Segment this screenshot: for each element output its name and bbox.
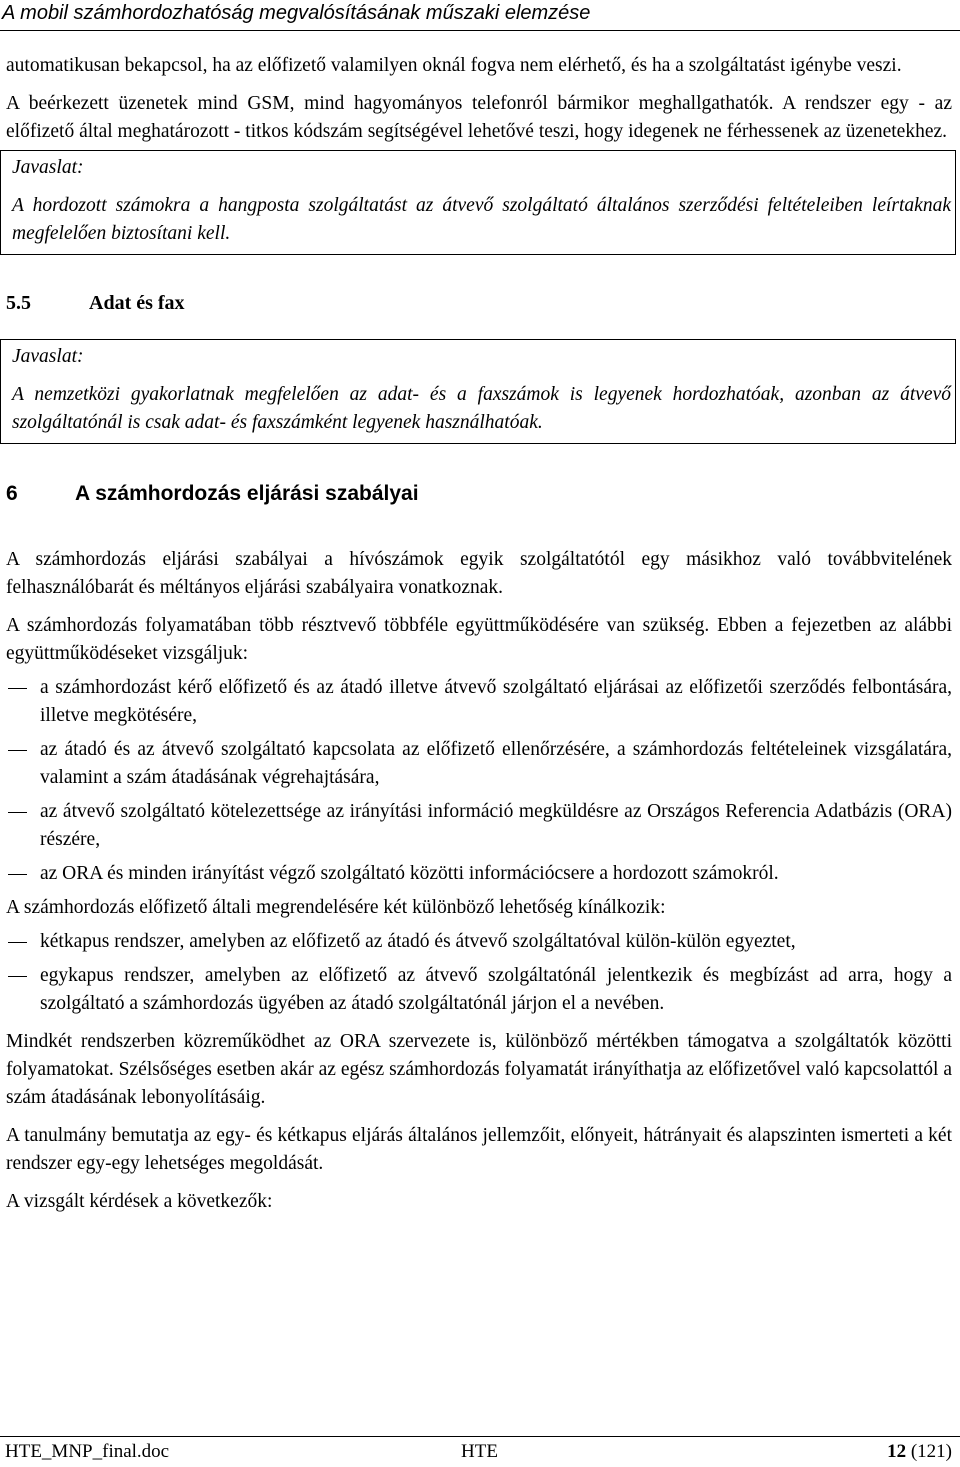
paragraph: A számhordozás eljárási szabályai a hívószámok egyik szolgáltatótól egy másikhoz való továbbvitelének felhasználóbarát és méltányos eljárási szabályaira vonatkoznak. xyxy=(6,549,952,598)
paragraph: automatikusan bekapcsol, ha az előfizető valamilyen oknál fogva nem elérhető, és ha a szolgáltatást igénybe veszi. xyxy=(6,55,902,76)
page-current: 12 xyxy=(887,1441,907,1462)
subsection-heading xyxy=(6,289,952,317)
paragraph: A tanulmány bemutatja az egy- és kétkapus eljárás általános jellemzőit, előnyeit, hátrányait és alapszinten ismerteti a két rendszer egy-egy lehetséges megoldását. xyxy=(6,1125,952,1174)
footer-center: HTE xyxy=(461,1441,498,1462)
paragraph: Mindkét rendszerben közreműködhet az ORA szervezete is, különböző mértékben támogatva a szolgáltatók közötti folyamatokat. Szélsőséges esetben akár az egész számhordozás folyamatát irányíthatja az előfizetővel való kapcsolattól a szám átadásának lebonyolításáig. xyxy=(6,1031,952,1108)
list-item: az átadó és az átvevő szolgáltató kapcsolata az előfizető ellenőrzésére, a számhordozás feltételeinek vizsgálatára, valamint a szám átadásának végrehajtására, xyxy=(6,736,952,792)
footer-filename: HTE_MNP_final.doc xyxy=(5,1441,170,1462)
proposal-label: Javaslat: xyxy=(12,346,84,367)
list-item: egykapus rendszer, amelyben az előfizető az átvevő szolgáltatónál jelentkezik és megbízást ad arra, hogy a szolgáltató a számhordozás ügyében az átadó szolgáltatónál járjon el a nevében. xyxy=(6,962,952,1018)
section-number: 6 xyxy=(6,482,18,505)
section-title: A számhordozás eljárási szabályai xyxy=(75,482,419,505)
page-content xyxy=(6,52,952,1216)
paragraph: A beérkezett üzenetek mind GSM, mind hagyományos telefonról bármikor meghallgathatók. A rendszer egy - az előfizető által meghatározott - titkos kódszám segítségével lehetővé teszi, hogy idegenek ne férhessenek az üzenetekhez. xyxy=(6,93,952,142)
list-item: kétkapus rendszer, amelyben az előfizető az átadó és átvevő szolgáltatóval külön-külön egyeztet, xyxy=(6,928,952,956)
proposal-label: Javaslat: xyxy=(12,157,84,178)
paragraph: A vizsgált kérdések a következők: xyxy=(6,1191,273,1212)
list-item: az ORA és minden irányítást végző szolgáltató közötti információcsere a hordozott számokról. xyxy=(6,860,952,888)
proposal-text: A hordozott számokra a hangposta szolgáltatást az átvevő szolgáltató általános szerződési feltételeiben leírtaknak megfelelően biztosítani kell. xyxy=(12,195,951,244)
subsection-title: Adat és fax xyxy=(89,292,185,314)
section-heading xyxy=(6,480,952,508)
page-number xyxy=(887,1438,952,1466)
page-total: (121) xyxy=(910,1441,952,1462)
paragraph: A számhordozás előfizető általi megrendelésére két különböző lehetőség kínálkozik: xyxy=(6,897,666,918)
bullet-list xyxy=(6,674,952,888)
proposal-box xyxy=(0,150,956,255)
subsection-number: 5.5 xyxy=(6,292,31,314)
paragraph: A számhordozás folyamatában több résztvevő többféle együttműködésére van szükség. Ebben a fejezetben az alábbi együttműködéseket vizsgáljuk: xyxy=(6,615,952,664)
header-title: A mobil számhordozhatóság megvalósításának műszaki elemzése xyxy=(2,2,591,24)
proposal-box xyxy=(0,339,956,444)
list-item: a számhordozást kérő előfizető és az átadó illetve átvevő szolgáltató eljárásai az előfizetői szerződés felbontására, illetve megkötésére, xyxy=(6,674,952,730)
running-footer xyxy=(0,1436,960,1467)
list-item: az átvevő szolgáltató kötelezettsége az irányítási információ megküldésre az Országos Referencia Adatbázis (ORA) részére, xyxy=(6,798,952,854)
proposal-text: A nemzetközi gyakorlatnak megfelelően az adat- és a faxszámok is legyenek hordozhatóak, azonban az átvevő szolgáltatónál is csak adat- és faxszámként legyenek használhatóak. xyxy=(12,384,951,433)
running-header xyxy=(0,0,960,31)
bullet-list xyxy=(6,928,952,1018)
